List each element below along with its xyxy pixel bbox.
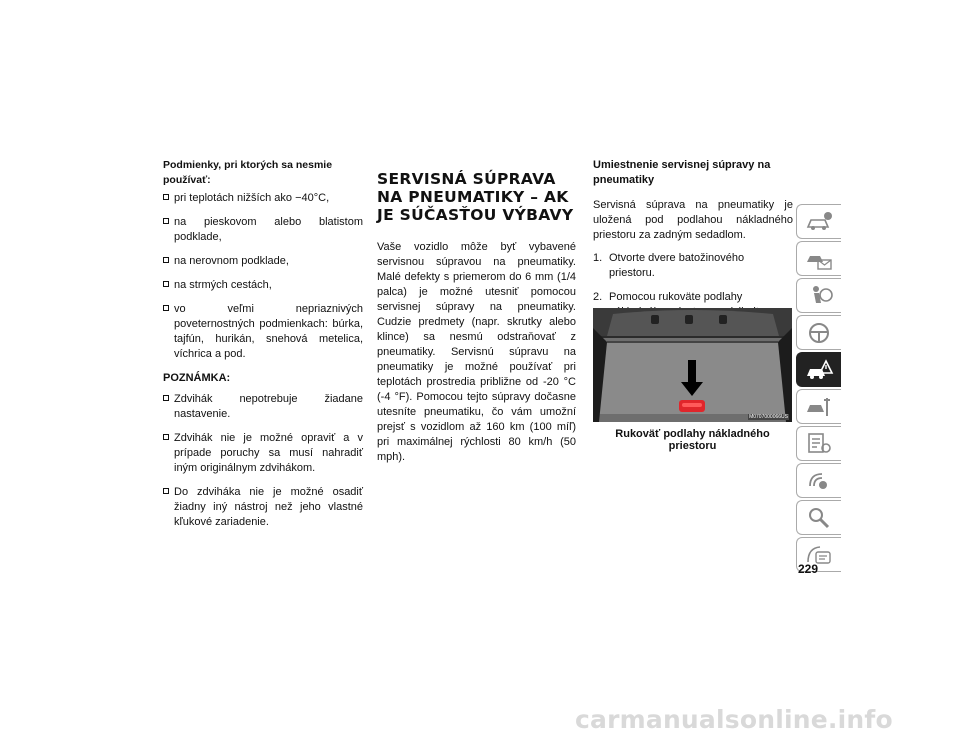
section-title: SERVISNÁ SÚPRAVA NA PNEUMATIKY – AK JE SÚČASŤOU VÝBAVY xyxy=(377,170,574,224)
tab-airbag-safety[interactable] xyxy=(796,278,841,313)
location-heading: Umiestnenie servisnej súpravy na pneumatiky xyxy=(593,159,771,186)
checkbox-bullet-icon xyxy=(163,281,169,287)
tab-roadside-emergency[interactable] xyxy=(796,352,841,387)
list-item: na strmých cestách, xyxy=(163,278,363,293)
roadside-emergency-icon xyxy=(804,357,834,383)
multimedia-icon xyxy=(804,468,834,494)
warning-lights-icon xyxy=(804,246,834,272)
watermark: carmanualsonline.info xyxy=(575,705,893,734)
notes-list xyxy=(163,392,363,530)
car-info-icon xyxy=(804,209,834,235)
tab-search-index[interactable] xyxy=(796,500,841,535)
list-item: Zdvihák nie je možné opraviť a v prípade poruchy sa musí nahradiť iným originálnym zdvihákom. xyxy=(163,431,363,476)
tab-steering[interactable] xyxy=(796,315,841,350)
maintenance-icon xyxy=(804,394,834,420)
search-index-icon xyxy=(804,505,834,531)
checkbox-bullet-icon xyxy=(163,434,169,440)
list-item: Do zdviháka nie je možné osadiť žiadny iný nástroj než jeho vlastné kľukové zariadenie. xyxy=(163,485,363,530)
cargo-floor-illustration xyxy=(593,308,792,422)
checkbox-bullet-icon xyxy=(163,395,169,401)
steering-wheel-icon xyxy=(804,320,834,346)
left-column xyxy=(163,158,363,539)
cargo-floor-photo xyxy=(593,308,792,422)
checkbox-bullet-icon xyxy=(163,305,169,311)
conditions-list xyxy=(163,191,363,362)
conditions-heading: Podmienky, pri ktorých sa nesmie používať: xyxy=(163,159,333,186)
airbag-safety-icon xyxy=(804,283,834,309)
list-item: na pieskovom alebo blatistom podklade, xyxy=(163,215,363,245)
list-item: vo veľmi nepriaznivých poveternostných podmienkach: búrka, tajfún, hurikán, snehová metelica, víchrica a pod. xyxy=(163,302,363,362)
tire-kit-paragraph: Vaše vozidlo môže byť vybavené servisnou súpravou na pneumatiky. Malé defekty s priemerom do 6 mm (1/4 palca) je možné utesniť pomocou servisnej súpravy na pneumatiky. Cudzie predmety (napr. skrutky alebo klince) sa nesmú odstraňovať z pneumatiky. Servisnú súpravu na pneumatiky je možné používať pri teplotách prostredia približne od -20 °C (-4 °F). Pomocou tejto súpravy dočasne utesníte pneumatiku, čo vám umožní prejsť s vozidlom až 160 km (100 míľ) pri maximálnej rýchlosti 80 km/h (50 mph). xyxy=(377,241,576,463)
note-label: POZNÁMKA: xyxy=(163,372,231,384)
middle-column xyxy=(377,158,576,465)
list-item: 1. Otvorte dvere batožinového priestoru. xyxy=(593,252,745,279)
specifications-icon xyxy=(804,431,834,457)
checkbox-bullet-icon xyxy=(163,218,169,224)
tab-maintenance[interactable] xyxy=(796,389,841,424)
tab-multimedia[interactable] xyxy=(796,463,841,498)
list-item: Zdvihák nepotrebuje žiadane nastavenie. xyxy=(163,392,363,422)
tab-specifications[interactable] xyxy=(796,426,841,461)
list-item: pri teplotách nižších ako −40°C, xyxy=(163,191,363,206)
list-item: na nerovnom podklade, xyxy=(163,254,363,269)
tab-car-info[interactable] xyxy=(796,204,841,239)
checkbox-bullet-icon xyxy=(163,257,169,263)
checkbox-bullet-icon xyxy=(163,194,169,200)
page-number: 229 xyxy=(798,562,819,576)
chapter-tabs xyxy=(796,204,841,574)
checkbox-bullet-icon xyxy=(163,488,169,494)
photo-caption: Rukoväť podlahy nákladného priestoru xyxy=(615,428,770,452)
list-item: 2. Pomocou rukoväte podlahy xyxy=(593,291,743,303)
photo-code: M0707000066US xyxy=(749,414,788,420)
tab-warning-lights[interactable] xyxy=(796,241,841,276)
location-paragraph: Servisná súprava na pneumatiky je uložená pod podlahou nákladného priestoru za zadným sedadlom. xyxy=(593,199,793,241)
